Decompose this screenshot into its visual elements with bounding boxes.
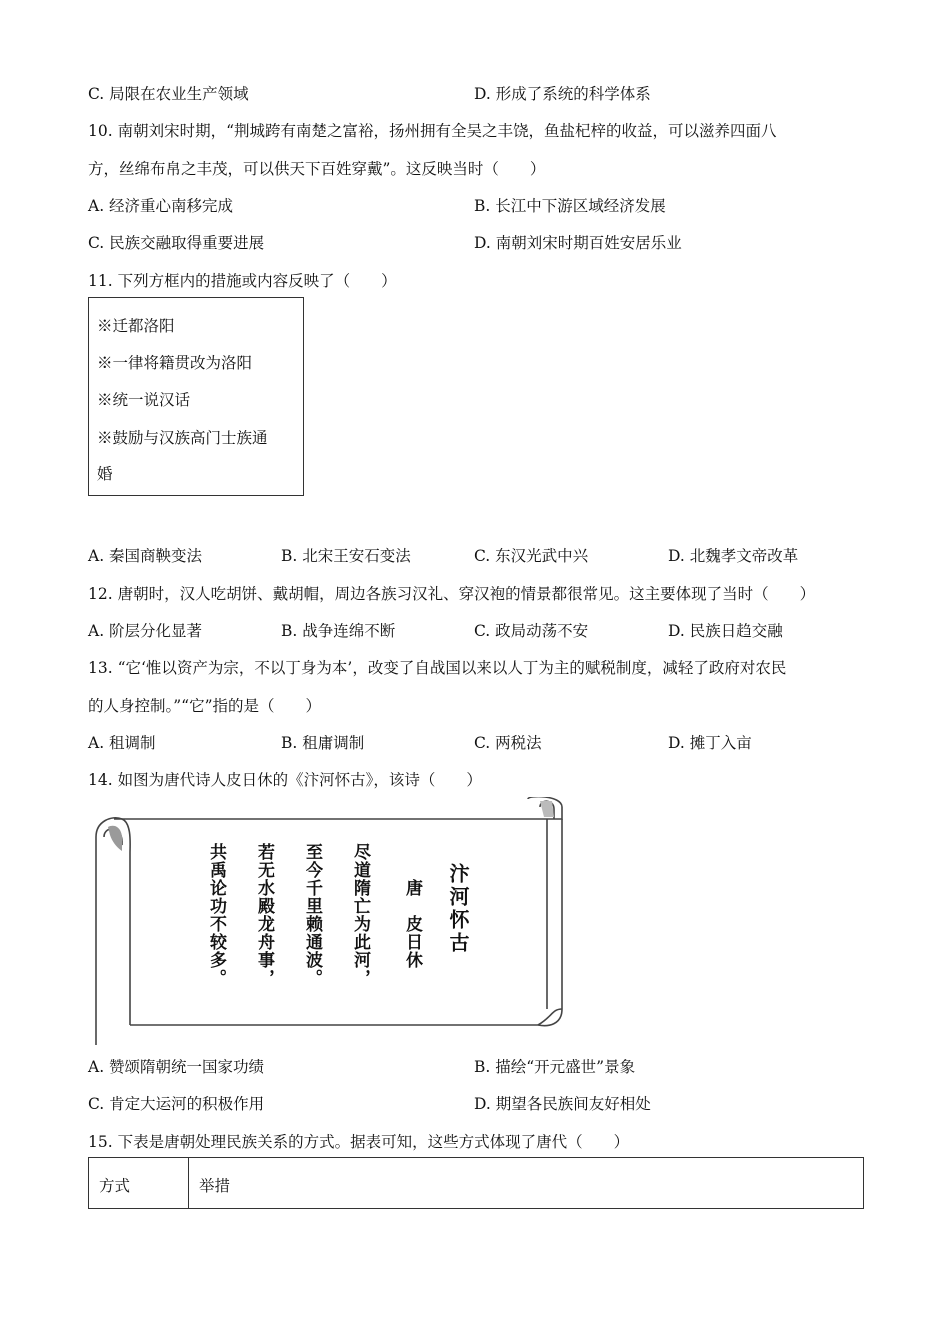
- poem-line: 共禹论功不较多。: [206, 843, 226, 987]
- q12-option-b: B. 战争连绵不断: [281, 622, 396, 640]
- q10-stem-line2: 方，丝绵布帛之丰茂，可以供天下百姓穿戴”。这反映当时（ ）: [88, 160, 546, 178]
- box-item: ※鼓励与汉族高门士族通: [97, 429, 268, 447]
- q11-stem: 11. 下列方框内的措施或内容反映了（ ）: [88, 272, 397, 290]
- q13-stem-line2: 的人身控制。”“它”指的是（ ）: [88, 697, 322, 715]
- box-item: 婚: [97, 465, 113, 483]
- q14-option-d: D. 期望各民族间友好相处: [474, 1095, 651, 1113]
- scroll-frame: [92, 797, 564, 1045]
- poem-line: 若无水殿龙舟事，: [254, 843, 274, 987]
- q11-option-d: D. 北魏孝文帝改革: [668, 547, 799, 565]
- q15-stem: 15. 下表是唐朝处理民族关系的方式。据表可知，这些方式体现了唐代（ ）: [88, 1133, 630, 1151]
- q12-option-a: A. 阶层分化显著: [88, 622, 203, 640]
- q13-stem-line1: 13. “它‘惟以资产为宗，不以丁身为本’，改变了自战国以来以人丁为主的赋税制度，减轻了政府对农民: [88, 659, 787, 677]
- q15-table: [88, 1157, 864, 1209]
- box-item: ※迁都洛阳: [97, 317, 175, 335]
- box-item: ※一律将籍贯改为洛阳: [97, 354, 253, 372]
- q12-option-c: C. 政局动荡不安: [474, 622, 589, 640]
- q14-option-a: A. 赞颂隋朝统一国家功绩: [88, 1058, 265, 1076]
- q9-option-d: D. 形成了系统的科学体系: [474, 85, 651, 103]
- q13-option-c: C. 两税法: [474, 734, 542, 752]
- q14-option-c: C. 肯定大运河的积极作用: [88, 1095, 265, 1113]
- q12-option-d: D. 民族日趋交融: [668, 622, 783, 640]
- q11-measures-box: [88, 297, 304, 496]
- table-header-cell: [89, 1158, 189, 1208]
- q11-option-a: A. 秦国商鞅变法: [88, 547, 203, 565]
- poem-line: 至今千里赖通波。: [302, 843, 322, 987]
- q10-option-c: C. 民族交融取得重要进展: [88, 234, 265, 252]
- q9-option-c: C. 局限在农业生产领域: [88, 85, 249, 103]
- q10-stem-line1: 10. 南朝刘宋时期，“荆城跨有南楚之富裕，扬州拥有全吴之丰饶，鱼盐杞梓的收益，可以滋养四面八: [88, 122, 777, 140]
- poem-title: 汴河怀古: [446, 863, 470, 955]
- q11-option-b: B. 北宋王安石变法: [281, 547, 411, 565]
- q13-option-a: A. 租调制: [88, 734, 156, 752]
- q12-stem: 12. 唐朝时，汉人吃胡饼、戴胡帽，周边各族习汉礼、穿汉袍的情景都很常见。这主要体现了当时（ ）: [88, 585, 816, 603]
- table-header-method: 方式: [99, 1177, 131, 1195]
- table-header-measures: 举措: [199, 1177, 231, 1195]
- poem-line: 尽道隋亡为此河，: [350, 843, 370, 987]
- q14-option-b: B. 描绘“开元盛世”景象: [474, 1058, 636, 1076]
- q10-option-d: D. 南朝刘宋时期百姓安居乐业: [474, 234, 682, 252]
- poem-scroll-image: [92, 797, 564, 1045]
- q10-option-a: A. 经济重心南移完成: [88, 197, 234, 215]
- q11-option-c: C. 东汉光武中兴: [474, 547, 589, 565]
- q10-option-b: B. 长江中下游区域经济发展: [474, 197, 666, 215]
- poem-dynasty: 唐: [402, 879, 422, 897]
- q13-option-d: D. 摊丁入亩: [668, 734, 752, 752]
- box-item: ※统一说汉话: [97, 391, 191, 409]
- q14-stem: 14. 如图为唐代诗人皮日休的《汴河怀古》，该诗（ ）: [88, 771, 482, 789]
- q13-option-b: B. 租庸调制: [281, 734, 365, 752]
- poem-author: 皮日休: [402, 915, 422, 969]
